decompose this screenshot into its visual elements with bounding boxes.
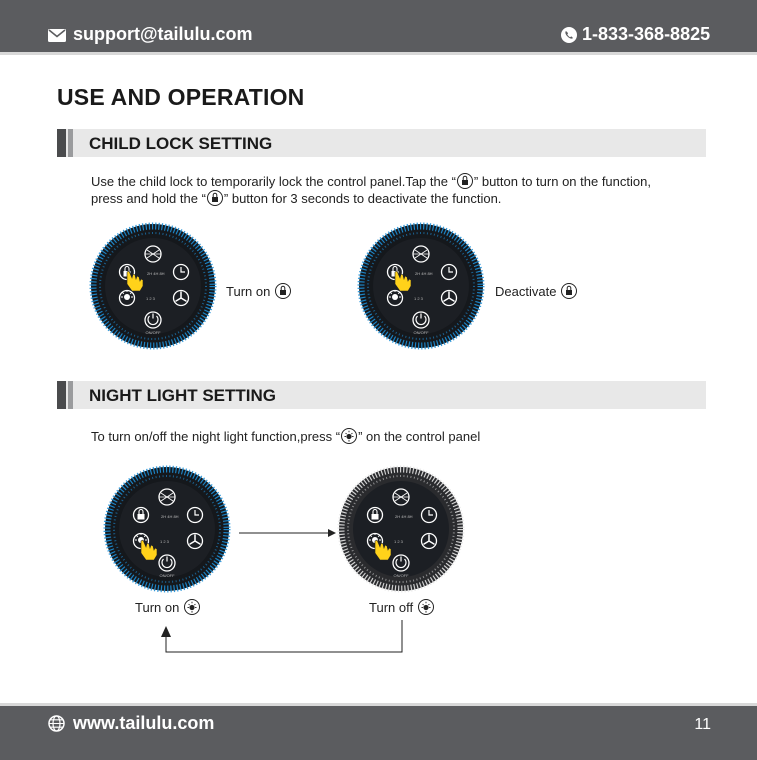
flow-arrows <box>150 520 420 660</box>
lock-icon <box>275 283 291 299</box>
control-panel-illustration <box>89 222 217 350</box>
section-marker <box>57 381 66 409</box>
text-fragment: ” on the control panel <box>358 429 481 444</box>
page-title: USE AND OPERATION <box>57 84 305 110</box>
text-fragment: ” button to turn on the function, <box>473 174 651 189</box>
control-panel-illustration <box>357 222 485 350</box>
lock-icon <box>207 190 223 206</box>
caption-text: Deactivate <box>495 284 557 299</box>
text-fragment: To turn on/off the night light function,press “ <box>91 429 341 444</box>
caption-text: Turn on <box>135 600 180 615</box>
caption-text: Turn on <box>226 284 271 299</box>
section-header-child-lock <box>57 129 706 157</box>
bulb-icon <box>341 428 357 444</box>
caption-turn-on-lock <box>226 283 292 299</box>
caption-night-light-off <box>369 599 435 615</box>
website-link[interactable]: www.tailulu.com <box>73 713 215 733</box>
globe-icon <box>48 715 65 732</box>
support-email[interactable]: support@tailulu.com <box>73 24 253 44</box>
lock-icon <box>457 173 473 189</box>
bulb-icon <box>184 599 200 615</box>
mail-icon <box>48 29 66 42</box>
text-fragment: ” button for 3 seconds to deactivate the function. <box>223 191 502 206</box>
page-number: 11 <box>694 716 711 733</box>
child-lock-description <box>91 173 711 207</box>
bulb-icon <box>418 599 434 615</box>
text-fragment: Use the child lock to temporarily lock the control panel.Tap the “ <box>91 174 456 189</box>
footer-bar <box>0 703 757 760</box>
text-fragment: press and hold the “ <box>91 191 206 206</box>
caption-night-light-on <box>135 599 201 615</box>
caption-text: Turn off <box>369 600 414 615</box>
section-marker <box>68 129 73 157</box>
night-light-description <box>91 428 711 445</box>
phone-icon <box>561 27 577 43</box>
caption-deactivate-lock <box>495 283 578 299</box>
header-bar <box>0 0 757 55</box>
lock-icon <box>561 283 577 299</box>
section-marker <box>57 129 66 157</box>
support-phone[interactable]: 1-833-368-8825 <box>582 24 711 44</box>
section-marker <box>68 381 73 409</box>
section-title: NIGHT LIGHT SETTING <box>89 386 276 405</box>
section-title: CHILD LOCK SETTING <box>89 134 273 153</box>
section-header-night-light <box>57 381 706 409</box>
